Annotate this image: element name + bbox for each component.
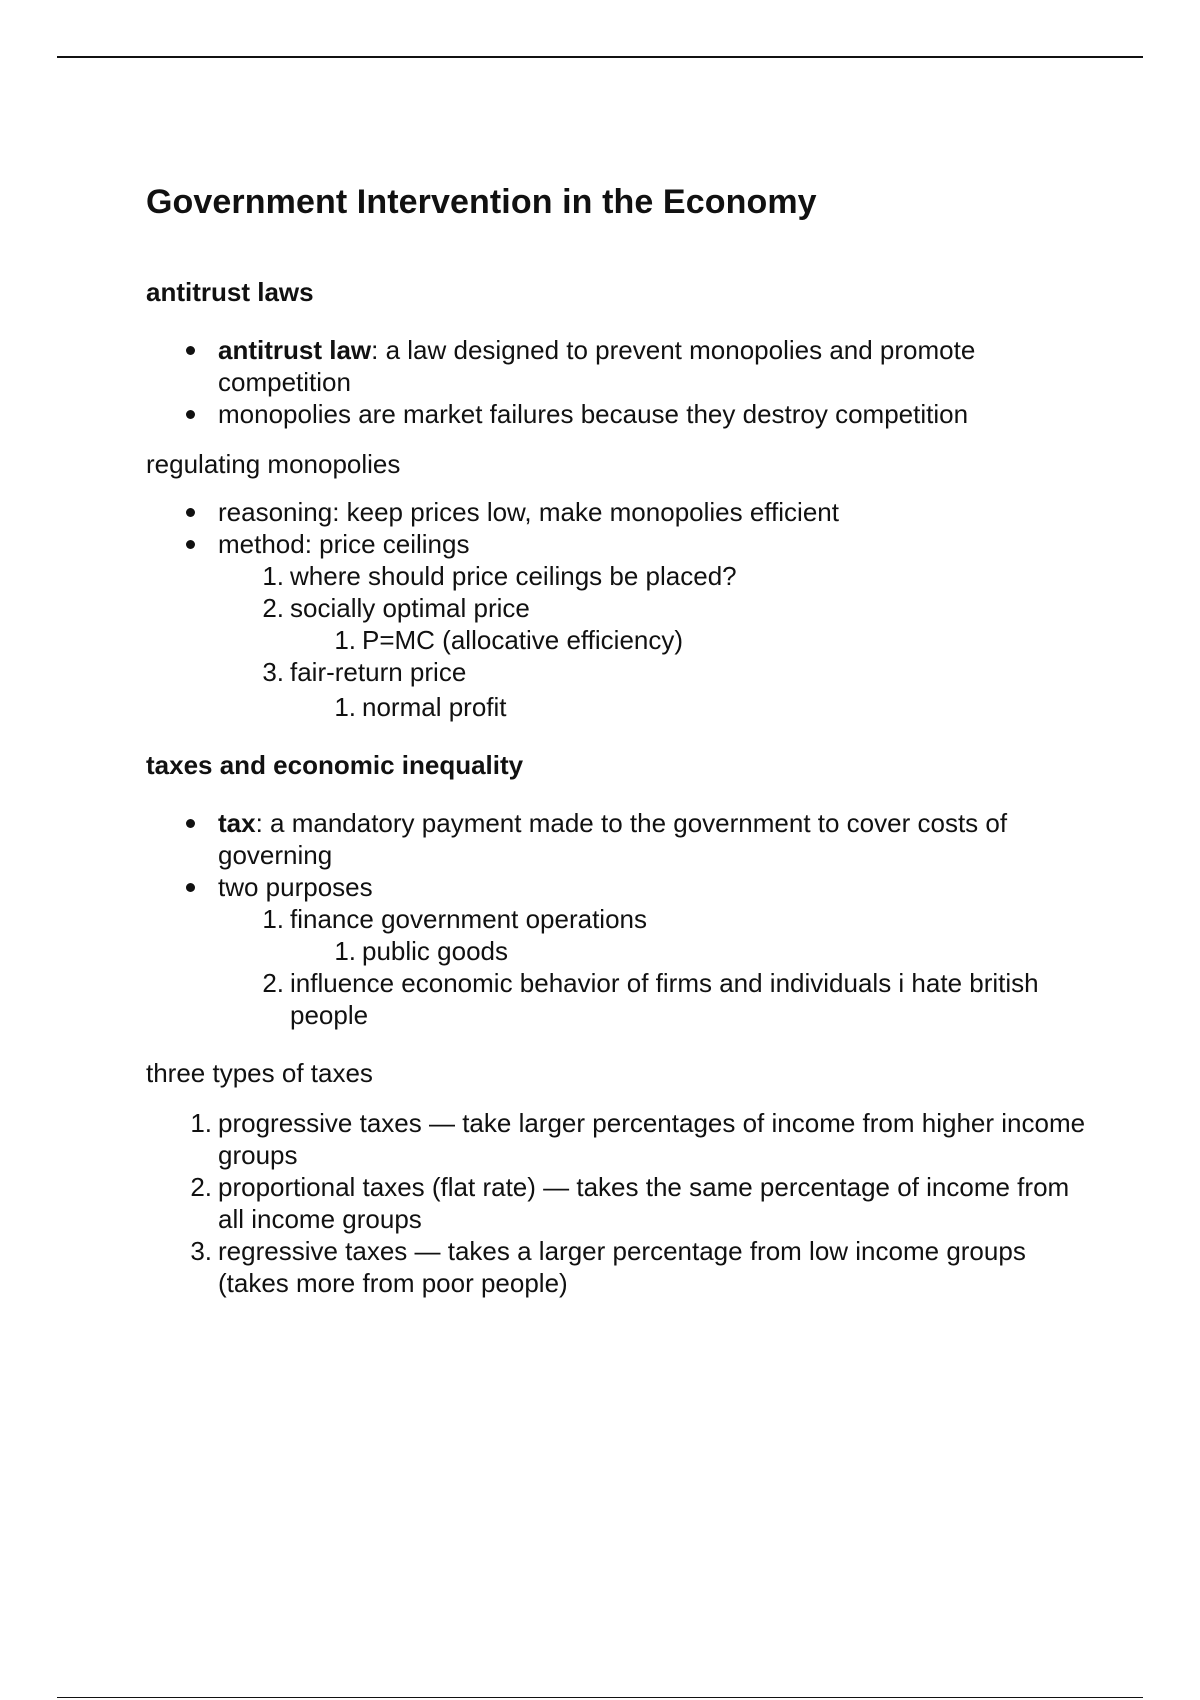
top-rule bbox=[57, 56, 1143, 58]
list-item-text: where should price ceilings be placed? bbox=[290, 561, 737, 591]
numbered-list bbox=[290, 935, 1086, 967]
list-item bbox=[146, 1107, 1086, 1171]
bottom-rule bbox=[57, 1697, 1143, 1698]
list-item-text: reasoning: keep prices low, make monopolies efficient bbox=[218, 497, 839, 527]
section-tax-types bbox=[146, 1053, 1086, 1299]
list-item bbox=[290, 624, 1086, 656]
list-item-text: progressive taxes — take larger percentages of income from higher income groups bbox=[218, 1108, 1086, 1170]
list-number: 1. bbox=[334, 625, 356, 655]
list-number: 2. bbox=[262, 968, 284, 998]
term: tax bbox=[218, 808, 256, 838]
bullet-icon bbox=[186, 410, 195, 419]
list-item bbox=[146, 528, 1086, 723]
section-taxes bbox=[146, 745, 1086, 1031]
section-subheading: regulating monopolies bbox=[146, 449, 401, 479]
list-item-text: fair-return price bbox=[290, 657, 467, 687]
list-number: 3. bbox=[190, 1236, 212, 1266]
list-item-text: method: price ceilings bbox=[218, 529, 470, 559]
section-heading: antitrust laws bbox=[146, 277, 314, 307]
list-item bbox=[218, 656, 1086, 723]
list-item-text: public goods bbox=[362, 936, 508, 966]
bullet-icon bbox=[186, 819, 195, 828]
list-item-text: influence economic behavior of firms and individuals i hate british people bbox=[290, 968, 1039, 1030]
page-title: Government Intervention in the Economy bbox=[146, 183, 817, 221]
definition: : a mandatory payment made to the government to cover costs of governing bbox=[218, 808, 1008, 870]
list-item bbox=[146, 334, 1086, 398]
bullet-list bbox=[146, 807, 1086, 1031]
list-item bbox=[146, 496, 1086, 528]
section-subheading: three types of taxes bbox=[146, 1058, 373, 1088]
list-item-text: proportional taxes (flat rate) — takes the same percentage of income from all income groups bbox=[218, 1172, 1070, 1234]
list-item bbox=[218, 560, 1086, 592]
list-item bbox=[146, 398, 1086, 430]
list-item-text: socially optimal price bbox=[290, 593, 530, 623]
numbered-list bbox=[218, 903, 1086, 1031]
list-item bbox=[218, 592, 1086, 656]
list-item-text: P=MC (allocative efficiency) bbox=[362, 625, 684, 655]
list-number: 2. bbox=[262, 593, 284, 623]
list-item bbox=[290, 935, 1086, 967]
list-number: 1. bbox=[262, 904, 284, 934]
section-antitrust bbox=[146, 272, 1086, 430]
bullet-icon bbox=[186, 346, 195, 355]
numbered-list bbox=[146, 1107, 1086, 1299]
bullet-list bbox=[146, 334, 1086, 430]
list-number: 3. bbox=[262, 657, 284, 687]
numbered-list bbox=[290, 691, 1086, 723]
list-number: 1. bbox=[262, 561, 284, 591]
term: antitrust law bbox=[218, 335, 372, 365]
list-item bbox=[146, 871, 1086, 1031]
list-number: 1. bbox=[334, 692, 356, 722]
bullet-icon bbox=[186, 540, 195, 549]
numbered-list bbox=[290, 624, 1086, 656]
list-item bbox=[146, 1235, 1086, 1299]
list-item bbox=[146, 1171, 1086, 1235]
bullet-icon bbox=[186, 883, 195, 892]
list-number: 1. bbox=[334, 936, 356, 966]
definition: : a law designed to prevent monopolies and promote competition bbox=[218, 335, 976, 397]
list-item-text: finance government operations bbox=[290, 904, 648, 934]
list-number: 1. bbox=[190, 1108, 212, 1138]
section-heading: taxes and economic inequality bbox=[146, 750, 524, 780]
list-item-text: two purposes bbox=[218, 872, 373, 902]
list-number: 2. bbox=[190, 1172, 212, 1202]
list-item bbox=[218, 903, 1086, 967]
list-item bbox=[290, 691, 1086, 723]
list-item-text: normal profit bbox=[362, 692, 507, 722]
list-item bbox=[146, 807, 1086, 871]
list-item bbox=[218, 967, 1086, 1031]
bullet-icon bbox=[186, 508, 195, 517]
numbered-list bbox=[218, 560, 1086, 723]
document-body bbox=[146, 178, 1086, 1313]
bullet-list bbox=[146, 496, 1086, 723]
list-item-text: monopolies are market failures because they destroy competition bbox=[218, 399, 969, 429]
section-regulating bbox=[146, 444, 1086, 723]
list-item-text: regressive taxes — takes a larger percentage from low income groups (takes more from poor people) bbox=[218, 1236, 1026, 1298]
